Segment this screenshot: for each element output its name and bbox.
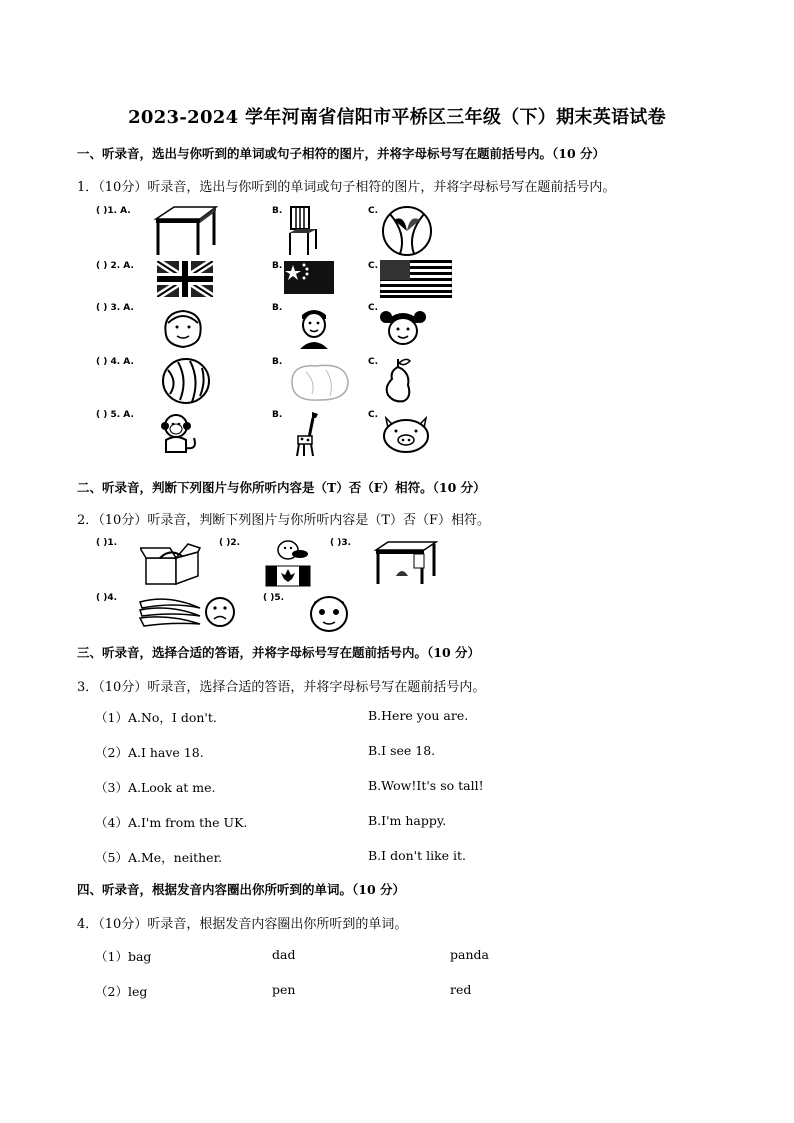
section3-heading: 三、听录音，选择合适的答语，并将字母标号写在题前括号内。（10 分） bbox=[77, 645, 480, 660]
q1-row4-c: C. bbox=[368, 357, 379, 367]
box-icon bbox=[140, 540, 202, 586]
q1-row3-label: ( ) 3. A. bbox=[96, 303, 134, 313]
q4-item2-word2: pen bbox=[272, 982, 296, 997]
baby-face-icon bbox=[306, 590, 352, 634]
giraffe-icon bbox=[292, 410, 322, 458]
beaver-canada-flag-icon bbox=[264, 538, 312, 588]
q4-item1-word1: （1）bag bbox=[95, 949, 152, 964]
q1-row5-label: ( ) 5. A. bbox=[96, 410, 134, 420]
bananas-sad-face-icon bbox=[138, 592, 238, 632]
monkey-icon bbox=[160, 412, 200, 458]
q3-item2-b: B.I see 18. bbox=[368, 743, 436, 758]
girl-face-icon bbox=[378, 305, 428, 349]
q4-item2-word1: （2）leg bbox=[95, 984, 148, 999]
q1-row4-label: ( ) 4. A. bbox=[96, 357, 134, 367]
usa-flag-icon bbox=[380, 260, 452, 298]
chair-icon bbox=[287, 205, 319, 257]
peach-icon bbox=[286, 358, 352, 404]
q2-item1-label: ( )1. bbox=[96, 538, 118, 548]
q1-row2-c: C. bbox=[368, 261, 379, 271]
question-3: 3．（10分）听录音，选择合适的答语，并将字母标号写在题前括号内。 bbox=[77, 680, 486, 695]
table-icon bbox=[152, 205, 218, 257]
q1-row1-c: C. bbox=[368, 206, 379, 216]
q3-item2-a: （2）A.I have 18. bbox=[95, 745, 204, 760]
q3-item1-b: B.Here you are. bbox=[368, 708, 469, 723]
pear-icon bbox=[382, 355, 414, 403]
q2-item3-label: ( )3. bbox=[330, 538, 352, 548]
q1-row2-b: B. bbox=[272, 261, 283, 271]
q2-item2-label: ( )2. bbox=[219, 538, 241, 548]
ball-icon bbox=[380, 204, 434, 258]
q3-item1-a: （1）A.No，I don't. bbox=[95, 710, 217, 725]
page-title: 2023-2024 学年河南省信阳市平桥区三年级（下）期末英语试卷 bbox=[128, 107, 666, 128]
section2-heading: 二、听录音，判断下列图片与你所听内容是（T）否（F）相符。（10 分） bbox=[77, 480, 486, 495]
q3-item3-a: （3）A.Look at me. bbox=[95, 780, 216, 795]
q1-row5-b: B. bbox=[272, 410, 283, 420]
q1-row1-label: ( )1. A. bbox=[96, 206, 131, 216]
q3-item5-b: B.I don't like it. bbox=[368, 848, 467, 863]
q1-row4-b: B. bbox=[272, 357, 283, 367]
woman-face-icon bbox=[160, 307, 206, 349]
q1-row3-b: B. bbox=[272, 303, 283, 313]
china-flag-icon bbox=[284, 261, 334, 294]
boy-face-icon bbox=[296, 305, 332, 351]
watermelon-icon bbox=[160, 356, 212, 406]
q3-item3-b: B.Wow!It's so tall! bbox=[368, 778, 484, 793]
q1-row3-c: C. bbox=[368, 303, 379, 313]
q2-item5-label: ( )5. bbox=[263, 593, 285, 603]
desk-icon bbox=[374, 540, 438, 586]
q3-item4-b: B.I'm happy. bbox=[368, 813, 447, 828]
q4-item1-word3: panda bbox=[450, 947, 489, 962]
uk-flag-icon bbox=[157, 261, 213, 297]
q1-row1-b: B. bbox=[272, 206, 283, 216]
question-2: 2．（10分）听录音，判断下列图片与你所听内容是（T）否（F）相符。 bbox=[77, 513, 491, 528]
pig-icon bbox=[380, 414, 432, 454]
section1-heading: 一、听录音，选出与你听到的单词或句子相符的图片，并将字母标号写在题前括号内。（10 分） bbox=[77, 146, 605, 161]
q4-item1-word2: dad bbox=[272, 947, 296, 962]
q4-item2-word3: red bbox=[450, 982, 472, 997]
question-1: 1．（10分）听录音，选出与你听到的单词或句子相符的图片，并将字母标号写在题前括号内。 bbox=[77, 180, 616, 195]
section4-heading: 四、听录音，根据发音内容圈出你所听到的单词。（10 分） bbox=[77, 882, 405, 897]
q1-row2-label: ( ) 2. A. bbox=[96, 261, 134, 271]
question-4: 4．（10分）听录音，根据发音内容圈出你所听到的单词。 bbox=[77, 917, 408, 932]
q2-item4-label: ( )4. bbox=[96, 593, 118, 603]
q1-row5-c: C. bbox=[368, 410, 379, 420]
q3-item4-a: （4）A.I'm from the UK. bbox=[95, 815, 248, 830]
q3-item5-a: （5）A.Me，neither. bbox=[95, 850, 223, 865]
